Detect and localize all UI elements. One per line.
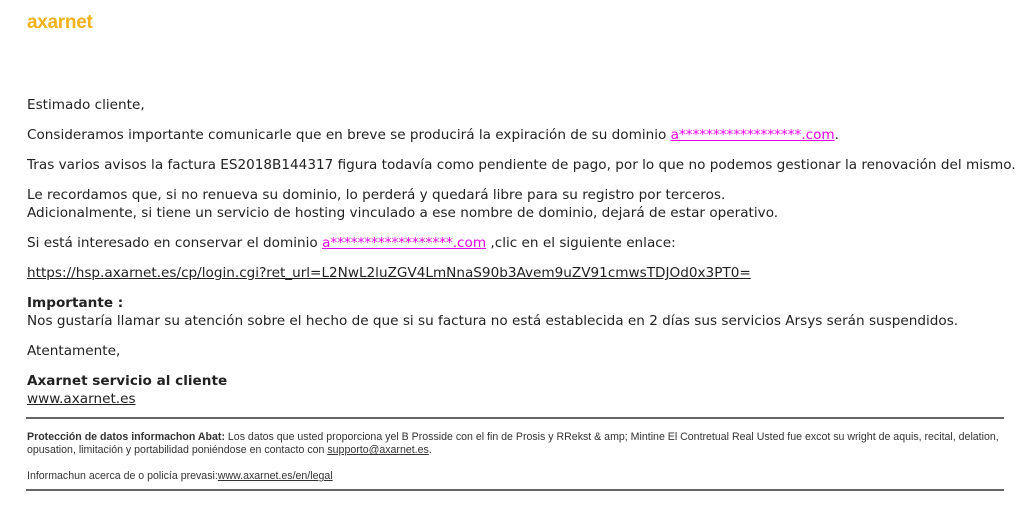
click-link-text: ,clic en el siguiente enlace:	[486, 235, 676, 251]
masked-domain-link[interactable]: a******************.com	[670, 127, 835, 143]
privacy-end: .	[428, 444, 432, 456]
footer	[27, 431, 1002, 483]
privacy-heading: Protección de datos informachon Abat:	[27, 431, 225, 443]
invoice-paragraph: Tras varios avisos la factura ES2018B144317 figura todavía como pendiente de pago, por lo que no podemos gestionar la renovación del mismo.	[27, 157, 1016, 173]
bottom-divider	[26, 489, 1004, 491]
masked-domain-link-2[interactable]: a******************.com	[322, 235, 487, 251]
warning-line-1: Le recordamos que, si no renueva su dominio, lo perderá y quedará libre para su registro por terceros.	[27, 187, 726, 203]
keep-domain-paragraph	[27, 234, 1007, 252]
greeting: Estimado cliente,	[27, 97, 145, 113]
support-email-link[interactable]: supporto@axarnet.es	[327, 444, 429, 456]
legal-policy-link[interactable]: www.axarnet.es/en/legal	[217, 470, 333, 482]
signature-website-link[interactable]: www.axarnet.es	[27, 391, 136, 407]
closing: Atentamente,	[27, 343, 121, 359]
warning-line-2: Adicionalmente, si tiene un servicio de hosting vinculado a ese nombre de dominio, dejará de estar operativo.	[27, 205, 779, 221]
expiration-paragraph	[27, 126, 1007, 144]
important-heading: Importante :	[27, 295, 124, 311]
email-body	[27, 96, 1016, 408]
important-text: Nos gustaría llamar su atención sobre el hecho de que si su factura no está establecida en 2 días sus servicios Arsys serán suspendidos.	[27, 313, 959, 329]
policy-label: Informachun acerca de o policía prevasi:	[27, 470, 218, 482]
expiration-text: Consideramos importante comunicarle que en breve se producirá la expiración de su dominio	[27, 127, 671, 143]
axarnet-logo: axarnet	[27, 12, 93, 33]
signature-name: Axarnet servicio al cliente	[27, 373, 228, 389]
keep-domain-text: Si está interesado en conservar el dominio	[27, 235, 323, 251]
expiration-period: .	[834, 127, 839, 143]
policy-line	[27, 470, 1002, 483]
renewal-link[interactable]: https://hsp.axarnet.es/cp/login.cgi?ret_url=L2NwL2luZGV4LmNnaS90b3Avem9uZV91cmwsTDJOd0x3PT0=	[27, 265, 751, 281]
privacy-notice	[27, 431, 1002, 457]
privacy-text: Los datos que usted proporciona yel B Prosside con el fin de Prosis y RRekst & amp; Mintine El Contretual Real Usted fue excot su wright de aquis, recital, delation, opusation, limitación y portabilidad poniéndose en contacto con	[27, 431, 999, 456]
top-divider	[26, 417, 1004, 419]
